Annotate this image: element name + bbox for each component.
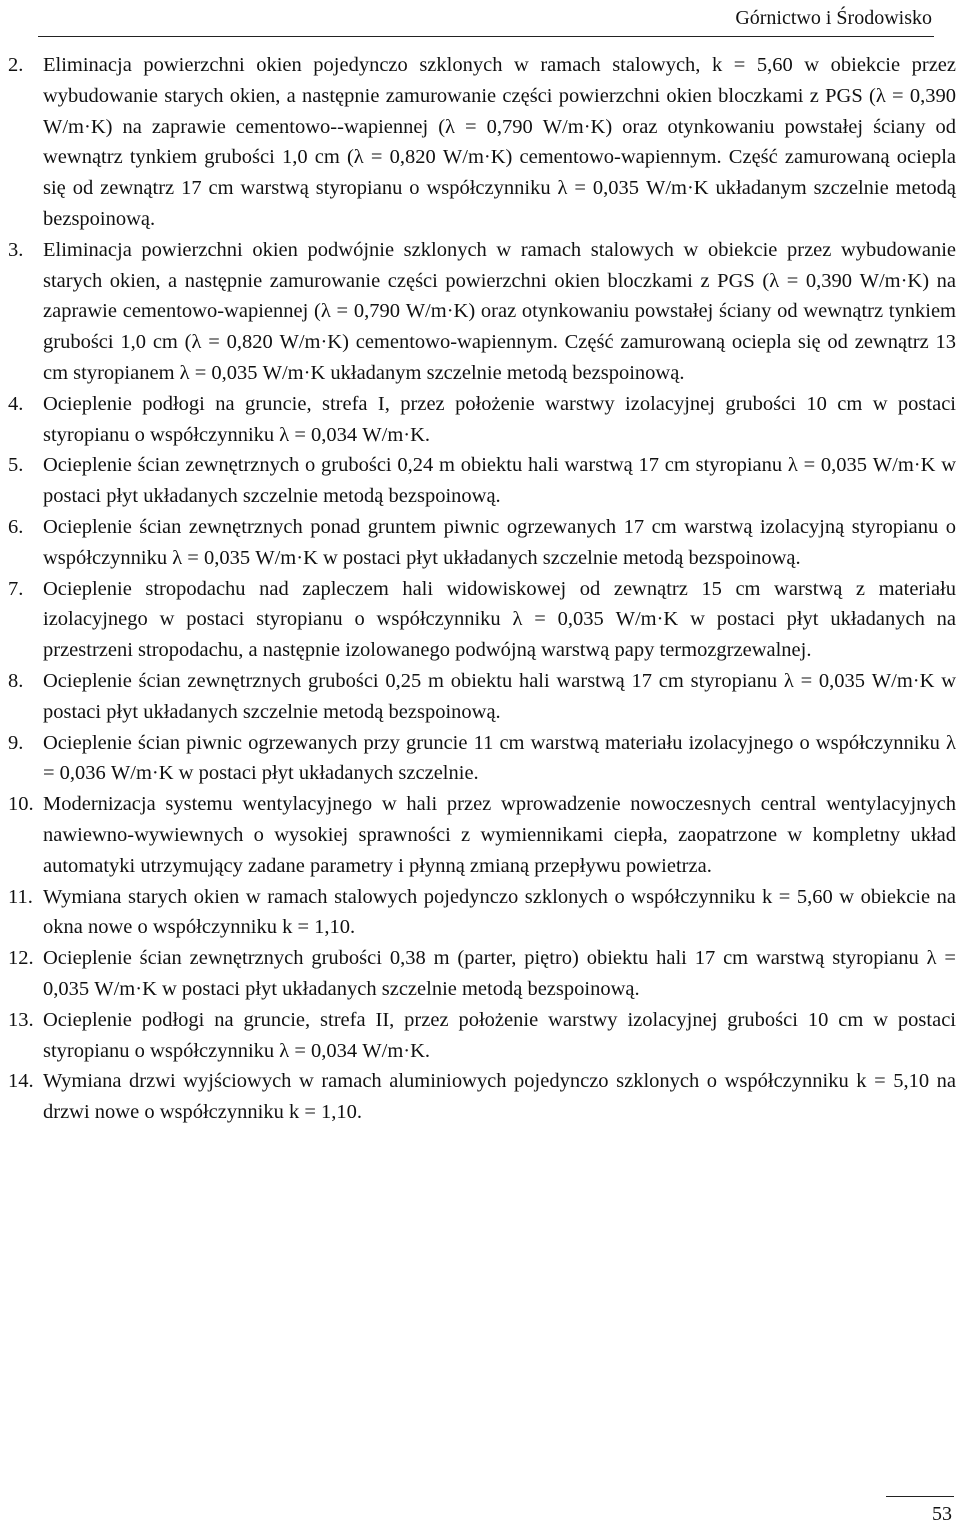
item-number: 7.: [8, 577, 24, 600]
list-item-4: [8, 389, 956, 451]
item-number: 8.: [8, 669, 24, 692]
list-item-13: [8, 1005, 956, 1067]
item-number: 6.: [8, 515, 24, 538]
item-text: Modernizacja systemu wentylacyjnego w hali przez wprowadzenie nowoczesnych central wentylacyjnych nawiewno-wywiewnych o wysokiej sprawności z wymiennikami ciepła, zaopatrzone w kompletny układ automatyki utrzymujący zadane parametry i płynną zmianą przepływu powietrza.: [43, 793, 956, 877]
item-text: Eliminacja powierzchni okien podwójnie szklonych w ramach stalowych w obiekcie przez wybudowanie starych okien, a następnie zamurowanie części powierzchni okien bloczkami z PGS (λ = 0,390 W/m·K) na zaprawie cementowo-wapiennej (λ = 0,790 W/m·K) oraz otynkowaniu powstałej ściany od wewnątrz tynkiem grubości 1,0 cm (λ = 0,820 W/m·K) cementowo-wapiennym. Część zamurowaną ociepla się od zewnątrz 13 cm styropianem λ = 0,035 W/m·K układanym szczelnie metodą bezspoinową.: [43, 238, 956, 384]
item-text: Ocieplenie ścian zewnętrznych o grubości 0,24 m obiektu hali warstwą 17 cm styropianu λ = 0,035 W/m·K w postaci płyt układanych szczelnie metodą bezspoinową.: [43, 454, 956, 508]
item-number: 12.: [8, 947, 34, 970]
item-text: Eliminacja powierzchni okien pojedynczo szklonych w ramach stalowych, k = 5,60 w obiekcie przez wybudowanie starych okien, a następnie zamurowanie części powierzchni okien bloczkami z PGS (λ = 0,390 W/m·K) na zaprawie cementowo--wapiennej (λ = 0,790 W/m·K) oraz otynkowaniu powstałej ściany od wewnątrz tynkiem grubości 1,0 cm (λ = 0,820 W/m·K) cementowo-wapiennym. Część zamurowaną ociepla się od zewnątrz 17 cm warstwą styropianu o współczynniku λ = 0,035 W/m·K układanym szczelnie metodą bezspoinową.: [43, 54, 956, 230]
list-item-3: [8, 235, 956, 389]
measures-list: [8, 50, 956, 1128]
list-item-5: [8, 450, 956, 512]
list-item-2: [8, 50, 956, 235]
item-number: 11.: [8, 885, 33, 908]
item-number: 5.: [8, 454, 24, 477]
footer-divider: [886, 1496, 954, 1497]
item-number: 14.: [8, 1070, 34, 1093]
item-text: Ocieplenie podłogi na gruncie, strefa I, przez położenie warstwy izolacyjnej grubości 10 cm w postaci styropianu o współczynniku λ = 0,034 W/m·K.: [43, 392, 956, 446]
list-item-10: [8, 789, 956, 881]
item-text: Ocieplenie stropodachu nad zapleczem hali widowiskowej od zewnątrz 15 cm warstwą z materiału izolacyjnego w postaci styropianu o współczynniku λ = 0,035 W/m·K w postaci płyt układanych na przestrzeni stropodachu, a następnie izolowanego podwójną warstwą papy termozgrzewalnej.: [43, 577, 956, 662]
item-text: Wymiana drzwi wyjściowych w ramach aluminiowych pojedynczo szklonych o współczynniku k = 5,10 na drzwi nowe o współczynniku k = 1,10.: [43, 1070, 956, 1124]
item-number: 2.: [8, 54, 24, 76]
item-text: Ocieplenie ścian zewnętrznych grubości 0,38 m (parter, piętro) obiektu hali 17 cm warstwą styropianu λ = 0,035 W/m·K w postaci płyt układanych szczelnie metodą bezspoinową.: [43, 947, 956, 1000]
item-text: Ocieplenie ścian zewnętrznych grubości 0,25 m obiektu hali warstwą 17 cm styropianu λ = 0,035 W/m·K w postaci płyt układanych szczelnie metodą bezspoinową.: [43, 669, 956, 723]
item-number: 9.: [8, 731, 24, 754]
list-item-14: [8, 1066, 956, 1128]
item-number: 13.: [8, 1008, 34, 1031]
running-header: Górnictwo i Środowisko: [735, 7, 932, 29]
list-item-12: [8, 943, 956, 1005]
list-item-11: [8, 882, 956, 944]
page-number: 53: [932, 1503, 952, 1525]
item-number: 3.: [8, 238, 24, 261]
list-item-7: [8, 574, 956, 666]
item-text: Ocieplenie ścian zewnętrznych ponad gruntem piwnic ogrzewanych 17 cm warstwą izolacyjną styropianu o współczynniku λ = 0,035 W/m·K w postaci płyt układanych szczelnie metodą bezspoinową.: [43, 515, 956, 569]
item-text: Wymiana starych okien w ramach stalowych pojedynczo szklonych o współczynniku k = 5,60 w obiekcie na okna nowe o współczynniku k = 1,10.: [43, 885, 956, 939]
item-text: Ocieplenie podłogi na gruncie, strefa II, przez położenie warstwy izolacyjnej grubości 10 cm w postaci styropianu o współczynniku λ = 0,034 W/m·K.: [43, 1008, 956, 1062]
header-divider: [38, 36, 934, 37]
list-item-8: [8, 666, 956, 728]
item-number: 10.: [8, 793, 34, 816]
list-item-9: [8, 728, 956, 790]
item-text: Ocieplenie ścian piwnic ogrzewanych przy gruncie 11 cm warstwą materiału izolacyjnego o współczynniku λ = 0,036 W/m·K w postaci płyt układanych szczelnie.: [43, 731, 956, 785]
item-number: 4.: [8, 392, 24, 415]
list-item-6: [8, 512, 956, 574]
